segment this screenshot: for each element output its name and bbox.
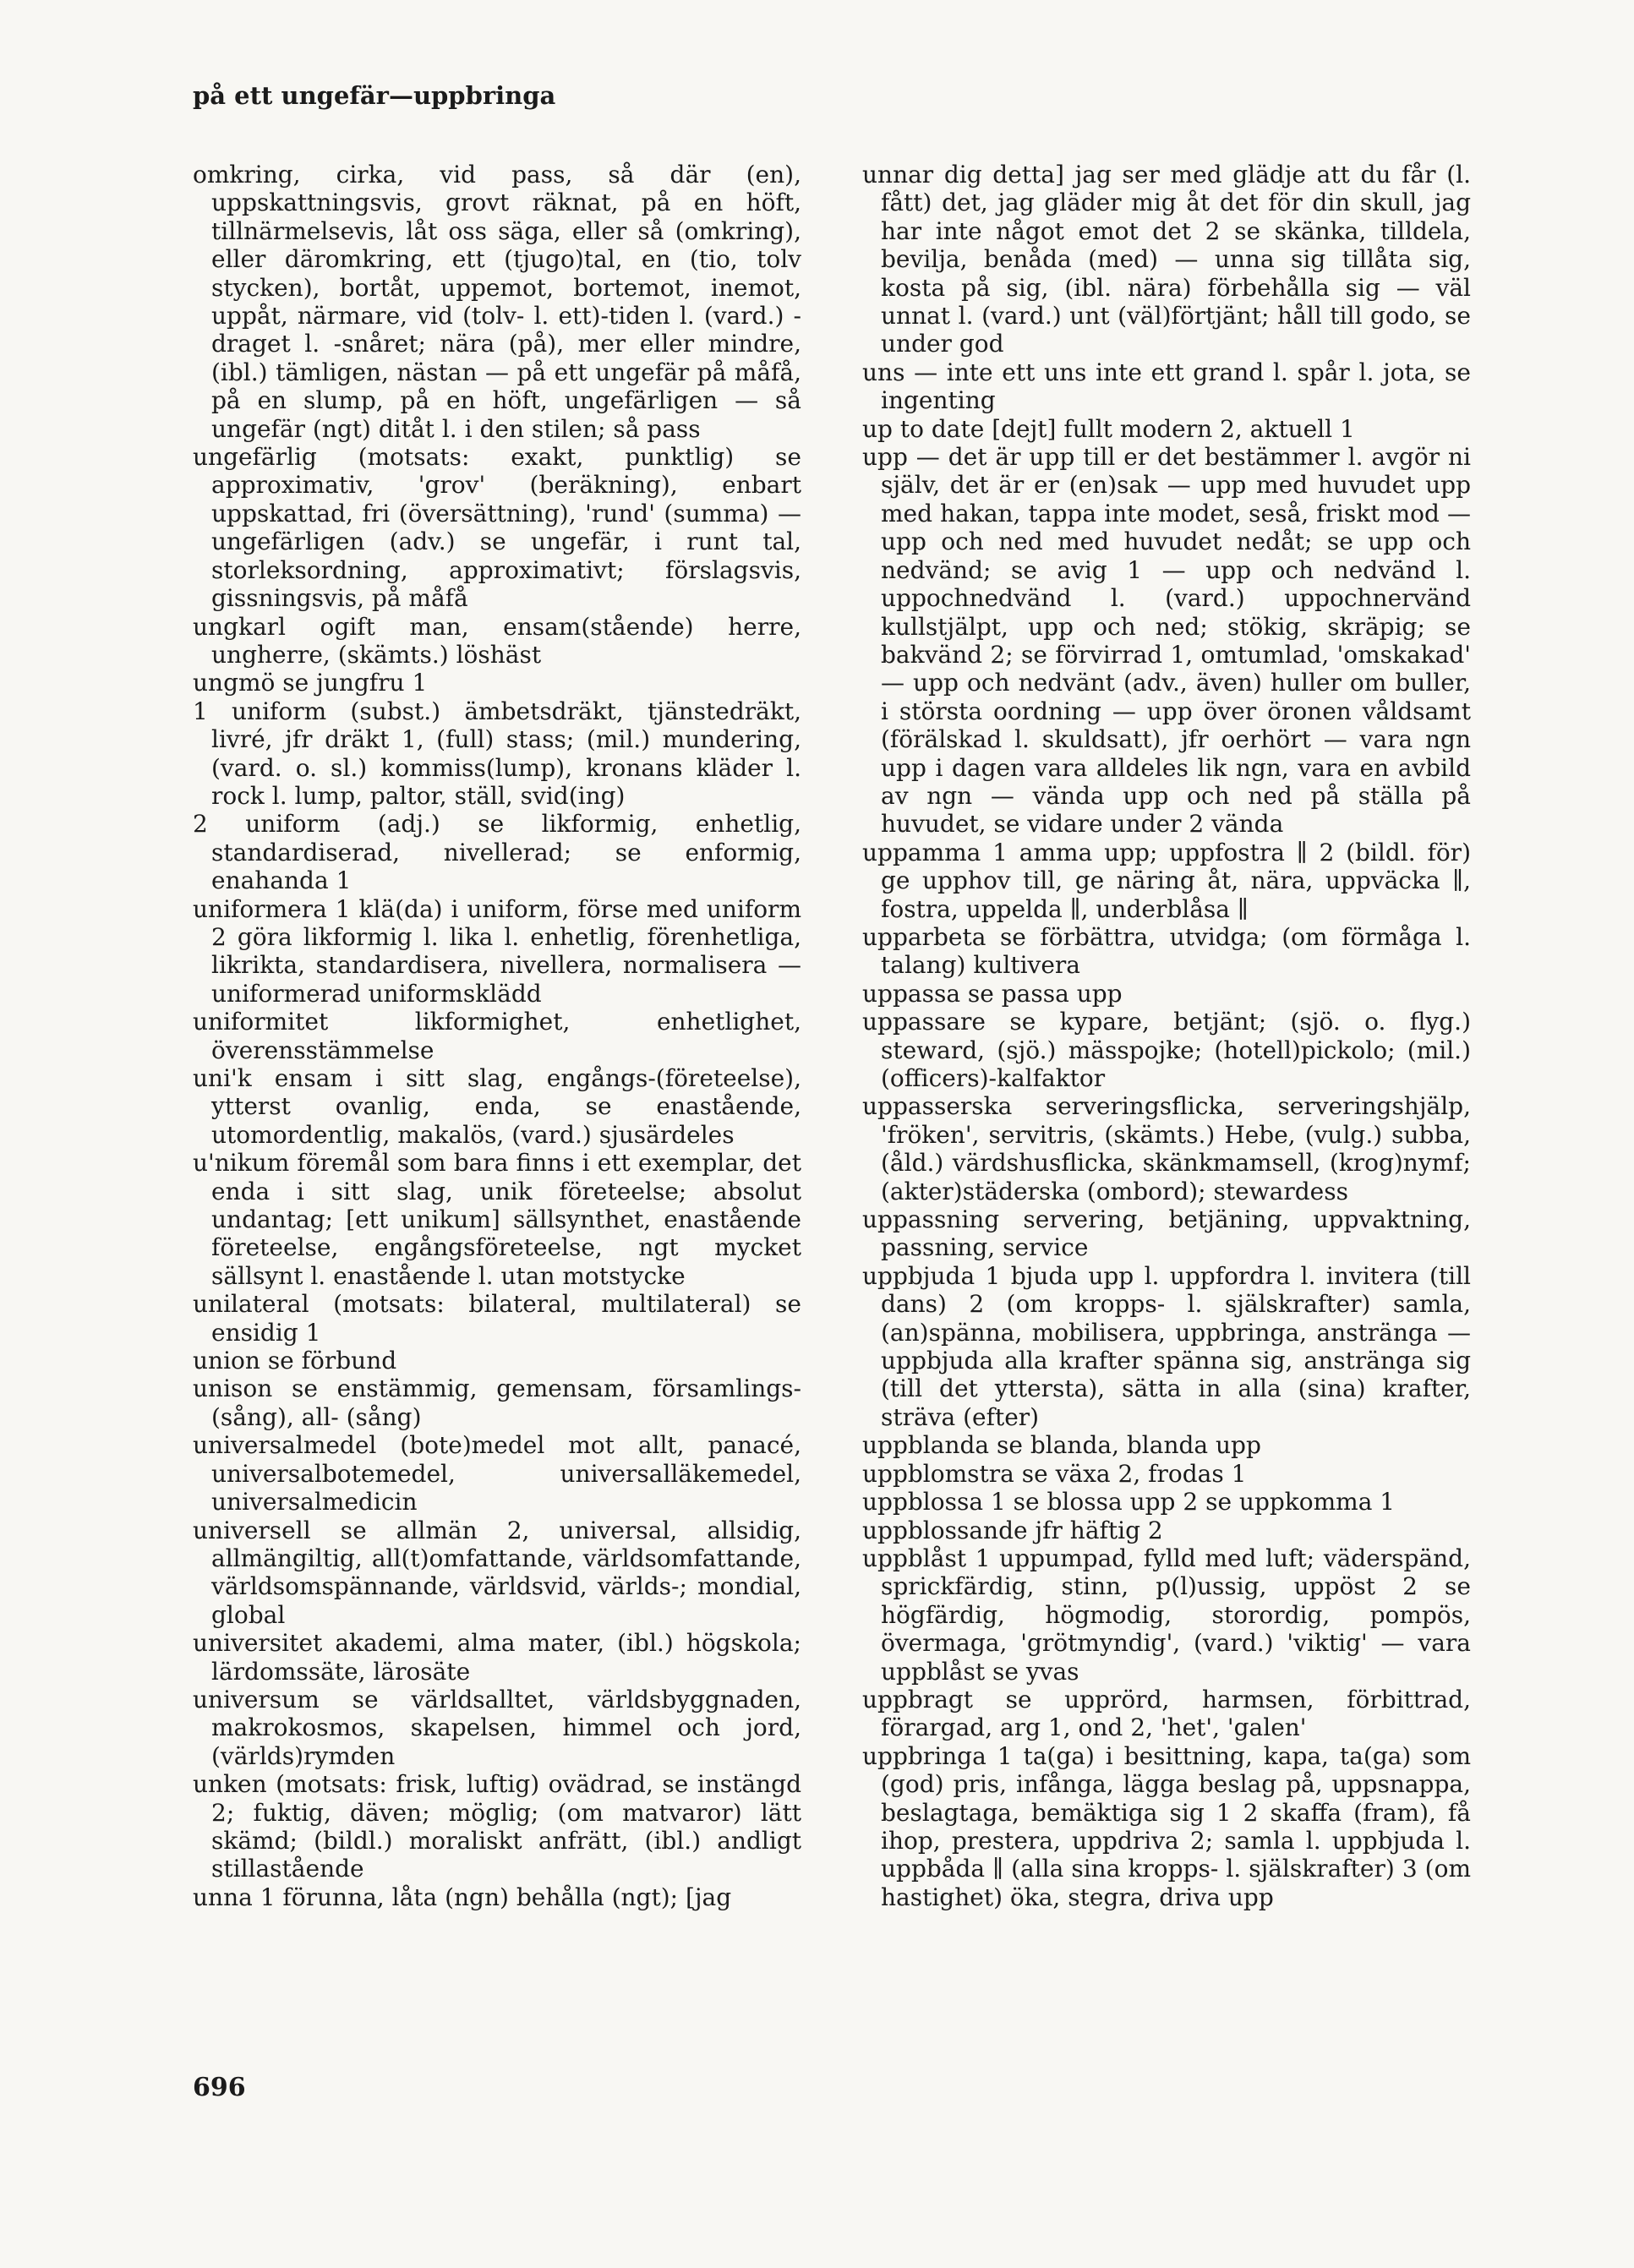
dictionary-entry: universitet akademi, alma mater, (ibl.) högskola; lärdomssäte, lärosäte [193,1629,801,1686]
dictionary-entry: ungkarl ogift man, ensam(stående) herre, ungherre, (skämts.) löshäst [193,612,801,669]
page-number: 696 [193,2073,246,2102]
dictionary-entry: u'nikum föremål som bara finns i ett exemplar, det enda i sitt slag, unik företeelse; absolut undantag; [ett unikum] sällsynthet, enastående företeelse, engångsföreteelse, ngt mycket sällsynt l. enastående l. utan motstycke [193,1149,801,1290]
dictionary-entry: uniformitet likformighet, enhetlighet, överensstämmelse [193,1008,801,1064]
dictionary-entry: uppblossa 1 se blossa upp 2 se uppkomma 1 [862,1488,1396,1517]
dictionary-entry: uppassning servering, betjäning, uppvaktning, passning, service [862,1205,1471,1262]
dictionary-entry: universum se världsalltet, världsbyggnaden, makrokosmos, skapelsen, himmel och jord, (världs)rymden [193,1685,801,1770]
dictionary-entry: upparbeta se förbättra, utvidga; (om förmåga l. talang) kultivera [862,922,1471,980]
dictionary-entry: uppamma 1 amma upp; uppfostra ∥ 2 (bildl. för) ge upphov till, ge näring åt, nära, uppväcka ∥, fostra, uppelda ∥, underblåsa ∥ [862,838,1471,923]
right-column [862,161,1471,1911]
dictionary-entry: unnar dig detta] jag ser med glädje att du får (l. fått) det, jag gläder mig åt det för din skull, jag har inte något emot det 2 se skänka, tilldela, bevilja, benåda (med) — unna sig tillåta sig, kosta på sig, (ibl. nära) förbehålla sig — väl unnat l. (vard.) unt (väl)förtjänt; håll till godo, se under god [862,161,1471,358]
dictionary-entry: uppasserska serveringsflicka, serveringshjälp, 'fröken', servitris, (skämts.) Hebe, (vulg.) subba, (åld.) värdshusflicka, skänkmamsell, (krog)nymf; (akter)städerska (ombord); stewardess [862,1092,1471,1205]
dictionary-entry: unilateral (motsats: bilateral, multilateral) se ensidig 1 [193,1290,801,1347]
dictionary-entry: uniformera 1 klä(da) i uniform, förse med uniform 2 göra likformig l. lika l. enhetlig, förenhetliga, likrikta, standardisera, nivellera, normalisera — uniformerad uniformsklädd [193,894,801,1008]
dictionary-entry: up to date [dejt] fullt modern 2, aktuell 1 [862,414,1355,443]
dictionary-entry: uns — inte ett uns inte ett grand l. spår l. jota, se ingenting [862,358,1471,415]
dictionary-entry: 2 uniform (adj.) se likformig, enhetlig, standardiserad, nivellerad; se enformig, enahanda 1 [193,810,801,895]
dictionary-entry: universell se allmän 2, universal, allsidig, allmängiltig, all(t)omfattande, världsomfattande, världsomspännande, världsvid, världs-; mondial, global [193,1516,801,1629]
dictionary-entry: union se förbund [193,1347,397,1375]
dictionary-entry: uppblanda se blanda, blanda upp [862,1431,1261,1460]
dictionary-entry: uppblomstra se växa 2, frodas 1 [862,1459,1247,1488]
dictionary-entry: uppbjuda 1 bjuda upp l. uppfordra l. invitera (till dans) 2 (om kropps- l. själskrafter) samla, (an)spänna, mobilisera, uppbringa, anstränga — uppbjuda alla krafter spänna sig, anstränga sig (till det yttersta), sätta in alla (sina) krafter, sträva (efter) [862,1261,1471,1431]
dictionary-entry: ungmö se jungfru 1 [193,669,428,697]
dictionary-entry: upp — det är upp till er det bestämmer l. avgör ni själv, det är er (en)sak — upp med huvudet upp med hakan, tappa inte modet, seså, friskt mod — upp och ned med huvudet nedåt; se upp och nedvänd; se avig 1 — upp och nedvänd l. uppochnedvänd l. (vard.) uppochnervänd kullstjälpt, upp och ned; stökig, skräpig; se bakvänd 2; se förvirrad 1, omtumlad, 'omskakad' — upp och nedvänt (adv., även) huller om buller, i största oordning — upp över öronen våldsamt (förälskad l. skuldsatt), jfr oerhört — vara ngn upp i dagen vara alldeles lik ngn, vara en avbild av ngn — vända upp och ned på ställa på huvudet, se vidare under 2 vända [862,443,1471,839]
dictionary-entry: 1 uniform (subst.) ämbetsdräkt, tjänstedräkt, livré, jfr dräkt 1, (full) stass; (mil.) mundering, (vard. o. sl.) kommiss(lump), kronans kläder l. rock l. lump, paltor, ställ, svid(ing) [193,697,801,810]
dictionary-entry: uppassare se kypare, betjänt; (sjö. o. flyg.) steward, (sjö.) mässpojke; (hotell)pickolo; (mil.) (officers)-kalfaktor [862,1008,1471,1092]
dictionary-entry: unna 1 förunna, låta (ngn) behålla (ngt); [jag [193,1883,732,1911]
dictionary-entry: unison se enstämmig, gemensam, församlings-(sång), all- (sång) [193,1374,801,1431]
dictionary-entry: ungefärlig (motsats: exakt, punktlig) se approximativ, 'grov' (beräkning), enbart uppskattad, fri (översättning), 'rund' (summa) — ungefärligen (adv.) se ungefär, i runt tal, storleksordning, approximativt; förslagsvis, gissningsvis, på måfå [193,443,801,613]
running-head: på ett ungefär—uppbringa [193,81,556,110]
left-column [193,161,801,1911]
dictionary-entry: uppbragt se upprörd, harmsen, förbittrad, förargad, arg 1, ond 2, 'het', 'galen' [862,1685,1471,1742]
dictionary-entry: uppbringa 1 ta(ga) i besittning, kapa, ta(ga) som (god) pris, infånga, lägga beslag på, uppsnappa, beslagtaga, bemäktiga sig 1 2 skaffa (fram), få ihop, prestera, uppdriva 2; samla l. uppbjuda l. uppbåda ∥ (alla sina kropps- l. själskrafter) 3 (om hastighet) öka, stegra, driva upp [862,1741,1471,1911]
dictionary-entry: uni'k ensam i sitt slag, engångs-(företeelse), ytterst ovanlig, enda, se enastående, utomordentlig, makalös, (vard.) sjusärdeles [193,1064,801,1149]
dictionary-entry: uppblossande jfr häftig 2 [862,1516,1163,1544]
dictionary-entry: universalmedel (bote)medel mot allt, panacé, universalbotemedel, universalläkemedel, universalmedicin [193,1431,801,1517]
dictionary-entry: unken (motsats: frisk, luftig) ovädrad, se instängd 2; fuktig, däven; möglig; (om matvaror) lätt skämd; (bildl.) moraliskt anfrätt, (ibl.) andligt stillastående [193,1770,801,1883]
dictionary-entry: uppassa se passa upp [862,979,1123,1008]
dictionary-entry: uppblåst 1 uppumpad, fylld med luft; väderspänd, sprickfärdig, stinn, p(l)ussig, uppöst 2 se högfärdig, högmodig, storordig, pompös, övermaga, 'grötmyndig', (vard.) 'viktig' — vara uppblåst se yvas [862,1544,1471,1686]
dictionary-entry: omkring, cirka, vid pass, så där (en), uppskattningsvis, grovt räknat, på en höft, tillnärmelsevis, låt oss säga, eller så (omkring), eller däromkring, ett (tjugo)tal, en (tio, tolv stycken), bortåt, uppemot, bortemot, inemot, uppåt, närmare, vid (tolv- l. ett)-tiden l. (vard.) -draget l. -snåret; nära (på), mer eller mindre, (ibl.) tämligen, nästan — på ett ungefär på måfå, på en slump, på en höft, ungefärligen — så ungefär (ngt) ditåt l. i den stilen; så pass [193,161,801,443]
